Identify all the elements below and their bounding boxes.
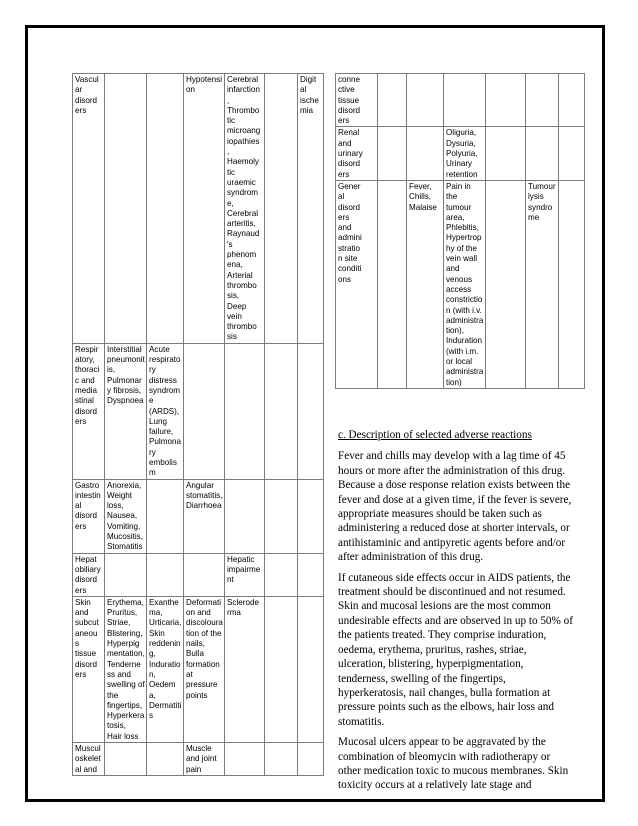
table-cell xyxy=(105,553,147,596)
table-cell xyxy=(298,479,324,553)
table-cell xyxy=(265,596,298,742)
table-cell xyxy=(407,127,444,180)
table-cell xyxy=(559,127,585,180)
paragraph: Mucosal ulcers appear to be aggravated by the combination of bleomycin with radiotherapy or other medication toxic to mucous membranes. Skin toxicity occurs at a relatively late stage and xyxy=(338,736,569,792)
table-cell xyxy=(444,74,486,127)
table-cell xyxy=(265,743,298,776)
table-cell xyxy=(265,343,298,479)
table-cell: Erythema, Pruritus, Striae, Blistering, Hyperpig mentation, Tenderne ss and swelling of the fingertips, Hyperkera tosis, Hair loss xyxy=(105,596,147,742)
table-cell: Acute respirato ry distress syndrom e (ARDS), Lung failure, Pulmona ry embolis m xyxy=(147,343,184,479)
table-cell: Anorexia, Weight loss, Nausea, Vomiting, Mucositis, Stomatitis xyxy=(105,479,147,553)
table-cell xyxy=(147,74,184,344)
paragraph: Fever and chills may develop with a lag time of 45 hours or more after the administration of this drug. Because a dose response relation exists between the fever and dose at a given time, if the fever is severe, appropriate measures should be taken such as administering a reduced dose at shorter intervals, or antihistaminic and antipyretic agents before and/or after administration of this drug. xyxy=(338,450,572,564)
table-cell xyxy=(265,74,298,344)
table-cell xyxy=(105,74,147,344)
table-row xyxy=(73,74,324,344)
table-cell: Hypotensi on xyxy=(184,74,225,344)
paragraph: If cutaneous side effects occur in AIDS patients, the treatment should be discontinued and not resumed. Skin and mucosal lesions are the most common undesirable effects and are observed in up to 50% of the patients treated. They comprise induration, oedema, erythema, pruritus, rashes, striae, ulceration, blistering, hyperpigmentation, tenderness, swelling of the fingertips, hyperkeratosis, nail changes, bulla formation at pressure points such as the elbows, hair loss and stomatitis. xyxy=(338,571,573,728)
table-cell xyxy=(265,479,298,553)
table-cell xyxy=(298,743,324,776)
table-cell xyxy=(486,180,526,388)
table-cell: Deformati on and discoloura tion of the nails, Bulla formation at pressure points xyxy=(184,596,225,742)
table-cell xyxy=(184,343,225,479)
table-cell xyxy=(407,74,444,127)
table-cell xyxy=(147,743,184,776)
table-cell xyxy=(225,743,265,776)
table-cell xyxy=(559,74,585,127)
row-header-cell: Vascul ar disord ers xyxy=(73,74,105,344)
row-header-cell: conne ctive tissue disord ers xyxy=(336,74,378,127)
row-header-cell: Renal and urinary disord ers xyxy=(336,127,378,180)
table-cell xyxy=(559,180,585,388)
table-cell: Angular stomatitis, Diarrhoea xyxy=(184,479,225,553)
table-cell: Fever, Chills, Malaise xyxy=(407,180,444,388)
section-heading: c. Description of selected adverse reactions xyxy=(338,429,532,441)
table-row xyxy=(73,553,324,596)
table-cell xyxy=(147,479,184,553)
table-cell: Pain in the tumour area, Phlebitis, Hypertrop hy of the vein wall and venous access constrictio n (with i.v. administra tion), Induration (with i.m. or local administra tion) xyxy=(444,180,486,388)
table-cell xyxy=(184,553,225,596)
adverse-reactions-table-right xyxy=(335,73,585,389)
row-header-cell: Respir atory, thoraci c and media stinal disord ers xyxy=(73,343,105,479)
table-cell xyxy=(105,743,147,776)
table-cell: Oliguria, Dysuria, Polyuria, Urinary retention xyxy=(444,127,486,180)
table-cell: Hepatic impairme nt xyxy=(225,553,265,596)
table-cell xyxy=(378,74,407,127)
table-cell: Digit al ische mia xyxy=(298,74,324,344)
table-cell: Tumour lysis syndro me xyxy=(526,180,559,388)
table-cell xyxy=(486,74,526,127)
row-header-cell: Gastro intestin al disord ers xyxy=(73,479,105,553)
table-row xyxy=(336,180,585,388)
table-row xyxy=(73,596,324,742)
table-cell xyxy=(298,343,324,479)
row-header-cell: Hepat obiliary disord ers xyxy=(73,553,105,596)
row-header-cell: Muscul oskelet al and xyxy=(73,743,105,776)
adverse-reactions-table-left xyxy=(72,73,324,776)
table-cell xyxy=(378,127,407,180)
row-header-cell: Gener al disord ers and admini stratio n site conditi ons xyxy=(336,180,378,388)
table-cell xyxy=(298,553,324,596)
table-cell: Cerebral infarction , Thrombo tic microang iopathies , Haemoly tic uraemic syndrom e, Cerebral arteritis, Raynaud 's phenom ena, Arterial thrombo sis, Deep vein thrombo sis xyxy=(225,74,265,344)
table-cell xyxy=(378,180,407,388)
table-cell xyxy=(225,479,265,553)
table-cell xyxy=(526,74,559,127)
table-row xyxy=(73,343,324,479)
table-cell: Exanthe ma, Urticaria, Skin reddenin g, Induratio n, Oedema, Dermatiti s xyxy=(147,596,184,742)
table-cell xyxy=(147,553,184,596)
table-cell xyxy=(225,343,265,479)
table-cell: Interstitial pneumonit is, Pulmonar y fibrosis, Dyspnoea xyxy=(105,343,147,479)
table-cell xyxy=(486,127,526,180)
table-row xyxy=(336,74,585,127)
table-cell: Muscle and joint pain xyxy=(184,743,225,776)
table-cell: Sclerode rma xyxy=(225,596,265,742)
table-row xyxy=(73,479,324,553)
table-cell xyxy=(298,596,324,742)
body-text-column xyxy=(338,428,574,799)
table-row xyxy=(336,127,585,180)
table-row xyxy=(73,743,324,776)
table-cell xyxy=(265,553,298,596)
row-header-cell: Skin and subcut aneou s tissue disord ers xyxy=(73,596,105,742)
table-cell xyxy=(526,127,559,180)
